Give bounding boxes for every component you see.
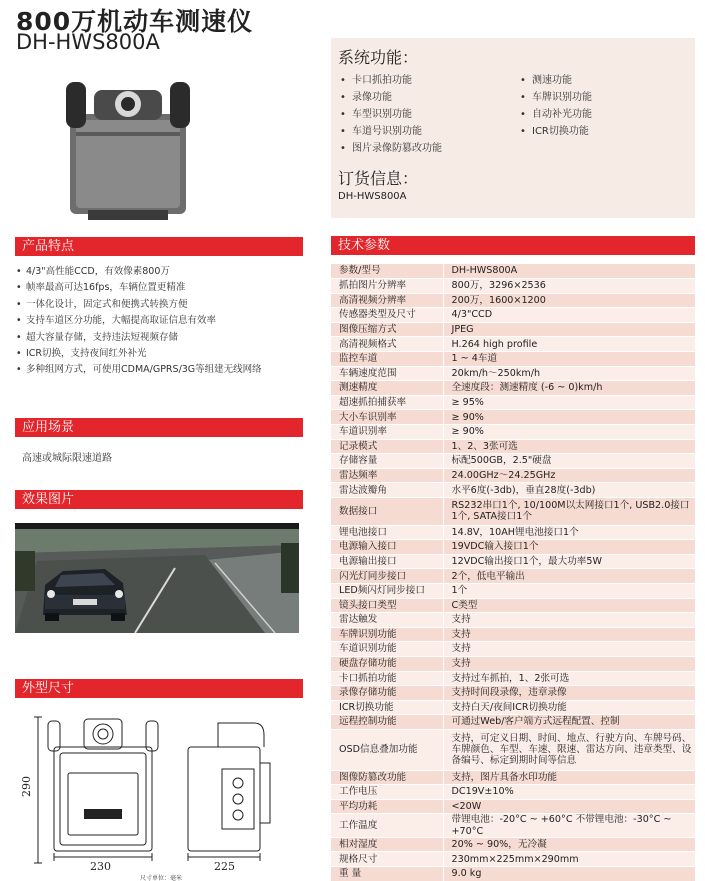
spec-value: H.264 high profile — [443, 337, 695, 352]
spec-value: C类型 — [443, 598, 695, 613]
spec-key: 抓拍图片分辨率 — [331, 279, 443, 294]
spec-value: 支持，图片具备水印功能 — [443, 770, 695, 785]
unit-note: 尺寸单位：毫米 — [140, 875, 183, 881]
features-list — [16, 264, 311, 379]
spec-row — [331, 785, 695, 800]
spec-key: 超速抓拍捕获率 — [331, 395, 443, 410]
spec-key: 电源输出接口 — [331, 554, 443, 569]
spec-value: 标配500GB，2.5"硬盘 — [443, 454, 695, 469]
spec-key: 车道识别功能 — [331, 642, 443, 657]
page-title: 800万机动车测速仪 — [16, 7, 254, 36]
spec-value: 14.8V，10AH锂电池接口1个 — [443, 525, 695, 540]
spec-row — [331, 569, 695, 584]
spec-value: 水平6度(-3db)，垂直28度(-3db) — [443, 483, 695, 498]
spec-row — [331, 279, 695, 294]
spec-key: 存储容量 — [331, 454, 443, 469]
function-item: • 录像功能 — [340, 91, 508, 105]
system-functions-heading: 系统功能： — [338, 48, 419, 67]
spec-row — [331, 837, 695, 852]
spec-row — [331, 337, 695, 352]
spec-key: 测速精度 — [331, 381, 443, 396]
spec-row — [331, 729, 695, 770]
spec-key: 闪光灯同步接口 — [331, 569, 443, 584]
spec-key: 相对湿度 — [331, 837, 443, 852]
spec-key: 远程控制功能 — [331, 715, 443, 730]
spec-key: 雷达波瓣角 — [331, 483, 443, 498]
function-item: • 车型识别功能 — [340, 108, 508, 122]
spec-key: 平均功耗 — [331, 799, 443, 814]
spec-key: 重 量 — [331, 867, 443, 881]
spec-key: 车辆速度范围 — [331, 366, 443, 381]
spec-key: 镜头接口类型 — [331, 598, 443, 613]
spec-value: 12VDC输出接口1个，最大功率5W — [443, 554, 695, 569]
spec-value: 20% ~ 90%，无冷凝 — [443, 837, 695, 852]
spec-value: 19VDC输入接口1个 — [443, 540, 695, 555]
spec-row — [331, 468, 695, 483]
spec-row — [331, 814, 695, 838]
spec-value: 2个，低电平输出 — [443, 569, 695, 584]
spec-key: 卡口抓拍功能 — [331, 671, 443, 686]
feature-item: • ICR切换，支持夜间红外补光 — [16, 346, 311, 362]
product-photo — [58, 72, 198, 224]
spec-row — [331, 525, 695, 540]
spec-row — [331, 627, 695, 642]
spec-row — [331, 715, 695, 730]
spec-key: 硬盘存储功能 — [331, 656, 443, 671]
spec-row — [331, 264, 695, 279]
feature-item: • 支持车道区分功能，大幅提高取证信息有效率 — [16, 313, 311, 329]
spec-key: 图像防篡改功能 — [331, 770, 443, 785]
spec-value: 200万，1600×1200 — [443, 293, 695, 308]
function-item: • 图片录像防篡改功能 — [340, 142, 508, 156]
function-item: • 测速功能 — [520, 74, 688, 88]
spec-row — [331, 395, 695, 410]
spec-key: OSD信息叠加功能 — [331, 729, 443, 770]
spec-key: 参数/型号 — [331, 264, 443, 279]
spec-value: 支持 — [443, 642, 695, 657]
spec-value: 20km/h～250km/h — [443, 366, 695, 381]
function-item: • 车道号识别功能 — [340, 125, 508, 139]
spec-row — [331, 852, 695, 867]
system-functions-panel — [331, 38, 695, 218]
spec-row — [331, 322, 695, 337]
section-bar-features: 产品特点 — [15, 237, 303, 256]
spec-row — [331, 554, 695, 569]
spec-key: 规格尺寸 — [331, 852, 443, 867]
spec-row — [331, 293, 695, 308]
section-bar-specs: 技术参数 — [331, 236, 695, 255]
spec-row — [331, 770, 695, 785]
spec-row — [331, 410, 695, 425]
spec-value: JPEG — [443, 322, 695, 337]
spec-key: ICR切换功能 — [331, 700, 443, 715]
spec-row — [331, 799, 695, 814]
spec-row — [331, 700, 695, 715]
spec-key: LED频闪灯同步接口 — [331, 583, 443, 598]
spec-key: 图像压缩方式 — [331, 322, 443, 337]
spec-value: RS232串口1个, 10/100M以太网接口1个, USB2.0接口1个, SATA接口1个 — [443, 498, 695, 526]
spec-row — [331, 454, 695, 469]
feature-item: • 超大容量存储，支持违法短视频存储 — [16, 330, 311, 346]
spec-row — [331, 352, 695, 367]
function-item: • 自动补光功能 — [520, 108, 688, 122]
spec-row — [331, 613, 695, 628]
dimension-diagram — [18, 713, 308, 873]
spec-value: 支持 — [443, 656, 695, 671]
spec-value: 1、2、3张可选 — [443, 439, 695, 454]
spec-row — [331, 540, 695, 555]
order-info-heading: 订货信息： — [338, 169, 419, 188]
spec-value: 1 ~ 4车道 — [443, 352, 695, 367]
spec-key: 大小车识别率 — [331, 410, 443, 425]
spec-value: 支持 — [443, 627, 695, 642]
spec-row — [331, 671, 695, 686]
spec-key: 锂电池接口 — [331, 525, 443, 540]
spec-row — [331, 439, 695, 454]
spec-table — [331, 264, 695, 881]
feature-item: • 多种组网方式，可使用CDMA/GPRS/3G等组建无线网络 — [16, 362, 311, 378]
function-item: • 车牌识别功能 — [520, 91, 688, 105]
spec-value: 24.00GHz～24.25GHz — [443, 468, 695, 483]
section-bar-dimensions: 外型尺寸 — [15, 679, 303, 698]
spec-value: 230mm×225mm×290mm — [443, 852, 695, 867]
system-functions-grid — [338, 74, 688, 156]
spec-row — [331, 498, 695, 526]
spec-row — [331, 483, 695, 498]
spec-key: 电源输入接口 — [331, 540, 443, 555]
order-info-model: DH-HWS800A — [338, 191, 407, 202]
spec-value: 支持 — [443, 613, 695, 628]
section-bar-scenario: 应用场景 — [15, 418, 303, 437]
dim-front-width-label: 230 — [90, 860, 111, 873]
spec-row — [331, 381, 695, 396]
spec-value: 支持白天/夜间ICR切换功能 — [443, 700, 695, 715]
spec-key: 雷达频率 — [331, 468, 443, 483]
feature-item: • 一体化设计，固定式和便携式转换方便 — [16, 297, 311, 313]
feature-item: • 帧率最高可达16fps，车辆位置更精准 — [16, 280, 311, 296]
spec-value: 800万，3296×2536 — [443, 279, 695, 294]
spec-row — [331, 642, 695, 657]
spec-key: 记录模式 — [331, 439, 443, 454]
spec-value: ≥ 90% — [443, 410, 695, 425]
spec-key: 数据接口 — [331, 498, 443, 526]
spec-row — [331, 308, 695, 323]
spec-key: 车道识别率 — [331, 425, 443, 440]
spec-row — [331, 686, 695, 701]
spec-value: DC19V±10% — [443, 785, 695, 800]
spec-key: 监控车道 — [331, 352, 443, 367]
spec-value: 支持时间段录像，违章录像 — [443, 686, 695, 701]
spec-value: 支持过车抓拍，1、2张可选 — [443, 671, 695, 686]
section-bar-effect: 效果图片 — [15, 490, 303, 509]
spec-value: 带锂电池：-20°C ~ +60°C 不带锂电池：-30°C ~ +70°C — [443, 814, 695, 838]
spec-value: <20W — [443, 799, 695, 814]
spec-key: 录像存储功能 — [331, 686, 443, 701]
effect-photo — [15, 523, 299, 633]
spec-key: 工作温度 — [331, 814, 443, 838]
spec-value: 可通过Web/客户端方式远程配置、控制 — [443, 715, 695, 730]
scenario-text: 高速或城际限速道路 — [22, 453, 112, 464]
function-item: • ICR切换功能 — [520, 125, 688, 139]
spec-key: 传感器类型及尺寸 — [331, 308, 443, 323]
spec-key: 雷达触发 — [331, 613, 443, 628]
spec-key: 高清视频格式 — [331, 337, 443, 352]
spec-key: 车牌识别功能 — [331, 627, 443, 642]
function-item: • 卡口抓拍功能 — [340, 74, 508, 88]
dim-side-width-label: 225 — [214, 860, 235, 873]
spec-value: 全速度段：测速精度 (-6 ~ 0)km/h — [443, 381, 695, 396]
spec-value: 支持，可定义日期、时间、地点、行驶方向、车牌号码、车牌颜色、车型、车速、限速、雷达方向、违章类型、设备编号、标定到期时间等信息 — [443, 729, 695, 770]
spec-value: ≥ 90% — [443, 425, 695, 440]
feature-item: • 4/3"高性能CCD，有效像素800万 — [16, 264, 311, 280]
spec-value: 4/3"CCD — [443, 308, 695, 323]
spec-value: DH-HWS800A — [443, 264, 695, 279]
spec-value: 9.0 kg — [443, 867, 695, 881]
spec-row — [331, 583, 695, 598]
spec-key: 高清视频分辨率 — [331, 293, 443, 308]
spec-key: 工作电压 — [331, 785, 443, 800]
dim-height-label: 290 — [20, 776, 33, 797]
spec-row — [331, 366, 695, 381]
spec-value: 1个 — [443, 583, 695, 598]
spec-row — [331, 425, 695, 440]
page-subtitle-model: DH-HWS800A — [16, 30, 160, 54]
spec-value: ≥ 95% — [443, 395, 695, 410]
spec-row — [331, 867, 695, 881]
spec-row — [331, 598, 695, 613]
spec-row — [331, 656, 695, 671]
